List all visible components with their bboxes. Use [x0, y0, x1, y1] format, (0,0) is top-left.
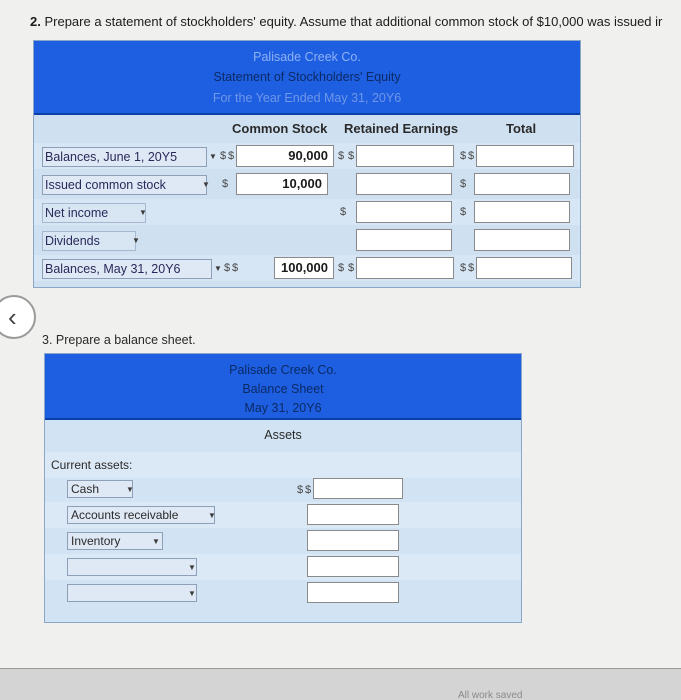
currency-symbol: $ — [338, 150, 345, 162]
statement-title: Statement of Stockholders' Equity — [213, 70, 401, 84]
currency-symbol: $ — [224, 262, 231, 274]
common-stock-input[interactable]: 10,000 — [236, 173, 328, 195]
equity-row-dividends — [34, 227, 580, 253]
retained-earnings-input[interactable] — [356, 145, 454, 167]
asset-label-select[interactable] — [67, 506, 215, 524]
chevron-down-icon[interactable]: ▼ — [214, 264, 222, 273]
row-label: Balances, June 1, 20Y5 — [45, 150, 178, 164]
retained-earnings-input[interactable] — [356, 257, 454, 279]
currency-symbol: $ — [468, 150, 475, 162]
row-label: Dividends — [45, 234, 100, 248]
chevron-down-icon[interactable]: ▼ — [139, 208, 147, 217]
retained-earnings-input[interactable] — [356, 173, 452, 195]
asset-label: Cash — [71, 482, 100, 496]
question-2-text: Prepare a statement of stockholders' equity. Assume that additional common stock of $10,000 was issued ir — [44, 14, 663, 29]
currency-symbol: $ — [348, 150, 355, 162]
currency-symbol: $ — [220, 150, 227, 162]
currency-symbol: $ — [297, 484, 304, 496]
total-input[interactable] — [474, 173, 570, 195]
balance-sheet-company: Palisade Creek Co. — [229, 363, 337, 377]
column-header-retained-earnings: Retained Earnings — [344, 121, 459, 136]
chevron-down-icon[interactable]: ▼ — [188, 563, 196, 572]
chevron-down-icon[interactable]: ▼ — [202, 180, 210, 189]
asset-amount-input[interactable] — [307, 530, 399, 551]
total-input[interactable] — [474, 229, 570, 251]
currency-symbol: $ — [340, 206, 347, 218]
asset-amount-input[interactable] — [307, 582, 399, 603]
stockholders-equity-statement — [33, 40, 581, 288]
currency-symbol: $ — [460, 262, 467, 274]
total-input[interactable] — [476, 257, 572, 279]
chevron-left-icon: ‹ — [8, 302, 17, 332]
footer-bar — [0, 668, 681, 700]
balance-sheet-row-inventory — [45, 528, 521, 554]
currency-symbol: $ — [338, 262, 345, 274]
currency-symbol: $ — [348, 262, 355, 274]
chevron-down-icon[interactable]: ▼ — [132, 236, 140, 245]
balance-sheet-row-cash — [45, 476, 521, 502]
equity-row-issued-stock — [34, 171, 580, 197]
back-button[interactable] — [0, 295, 36, 339]
statement-period: For the Year Ended May 31, 20Y6 — [212, 91, 402, 105]
current-assets-row — [45, 452, 521, 478]
currency-symbol: $ — [460, 206, 467, 218]
row-label: Net income — [45, 206, 109, 220]
row-label-select[interactable] — [42, 147, 207, 167]
statement-company: Palisade Creek Co. — [253, 50, 361, 64]
currency-symbol: $ — [468, 262, 475, 274]
currency-symbol: $ — [228, 150, 235, 162]
retained-earnings-input[interactable] — [356, 201, 452, 223]
balance-sheet-row-blank — [45, 580, 521, 606]
asset-label-select[interactable] — [67, 558, 197, 576]
retained-earnings-input[interactable] — [356, 229, 452, 251]
currency-symbol: $ — [222, 178, 229, 190]
equity-row-net-income — [34, 199, 580, 225]
asset-label-select[interactable] — [67, 584, 197, 602]
asset-amount-input[interactable] — [307, 556, 399, 577]
asset-label-select[interactable] — [67, 532, 163, 550]
column-header-total: Total — [506, 121, 537, 136]
balance-sheet-title: Balance Sheet — [242, 382, 324, 396]
currency-symbol: $ — [460, 178, 467, 190]
balance-sheet-row-blank — [45, 554, 521, 580]
column-header-common-stock: Common Stock — [232, 121, 328, 136]
save-status: All work saved — [458, 690, 523, 700]
chevron-down-icon[interactable]: ▼ — [126, 485, 134, 494]
asset-amount-input[interactable] — [313, 478, 403, 499]
row-label-select[interactable] — [42, 231, 136, 251]
balance-sheet-row-accounts-receivable — [45, 502, 521, 528]
asset-label-select[interactable] — [67, 480, 133, 498]
row-label-select[interactable] — [42, 259, 212, 279]
row-label-select[interactable] — [42, 175, 207, 195]
asset-amount-input[interactable] — [307, 504, 399, 525]
balance-sheet-date: May 31, 20Y6 — [244, 401, 322, 415]
assets-heading: Assets — [264, 428, 302, 442]
equity-row-ending-balance — [34, 255, 580, 281]
asset-label: Accounts receivable — [71, 508, 179, 522]
row-label: Balances, May 31, 20Y6 — [45, 262, 181, 276]
current-assets-label: Current assets: — [51, 458, 133, 472]
chevron-down-icon[interactable]: ▼ — [152, 537, 160, 546]
common-stock-input[interactable]: 100,000 — [274, 257, 334, 279]
question-2 — [30, 14, 681, 29]
chevron-down-icon[interactable]: ▼ — [208, 511, 216, 520]
equity-row-beginning-balance — [34, 143, 580, 169]
currency-symbol: $ — [232, 262, 239, 274]
total-input[interactable] — [474, 201, 570, 223]
chevron-down-icon[interactable]: ▼ — [188, 589, 196, 598]
question-2-number: 2. — [30, 14, 41, 29]
common-stock-input[interactable]: 90,000 — [236, 145, 334, 167]
total-input[interactable] — [476, 145, 574, 167]
currency-symbol: $ — [305, 484, 312, 496]
asset-label: Inventory — [71, 534, 121, 548]
currency-symbol: $ — [460, 150, 467, 162]
chevron-down-icon[interactable]: ▼ — [209, 152, 217, 161]
row-label: Issued common stock — [45, 178, 166, 192]
balance-sheet-header — [45, 354, 521, 420]
row-label-select[interactable] — [42, 203, 146, 223]
balance-sheet — [44, 353, 522, 623]
question-3: 3. Prepare a balance sheet. — [42, 333, 196, 347]
statement-header — [34, 41, 580, 115]
